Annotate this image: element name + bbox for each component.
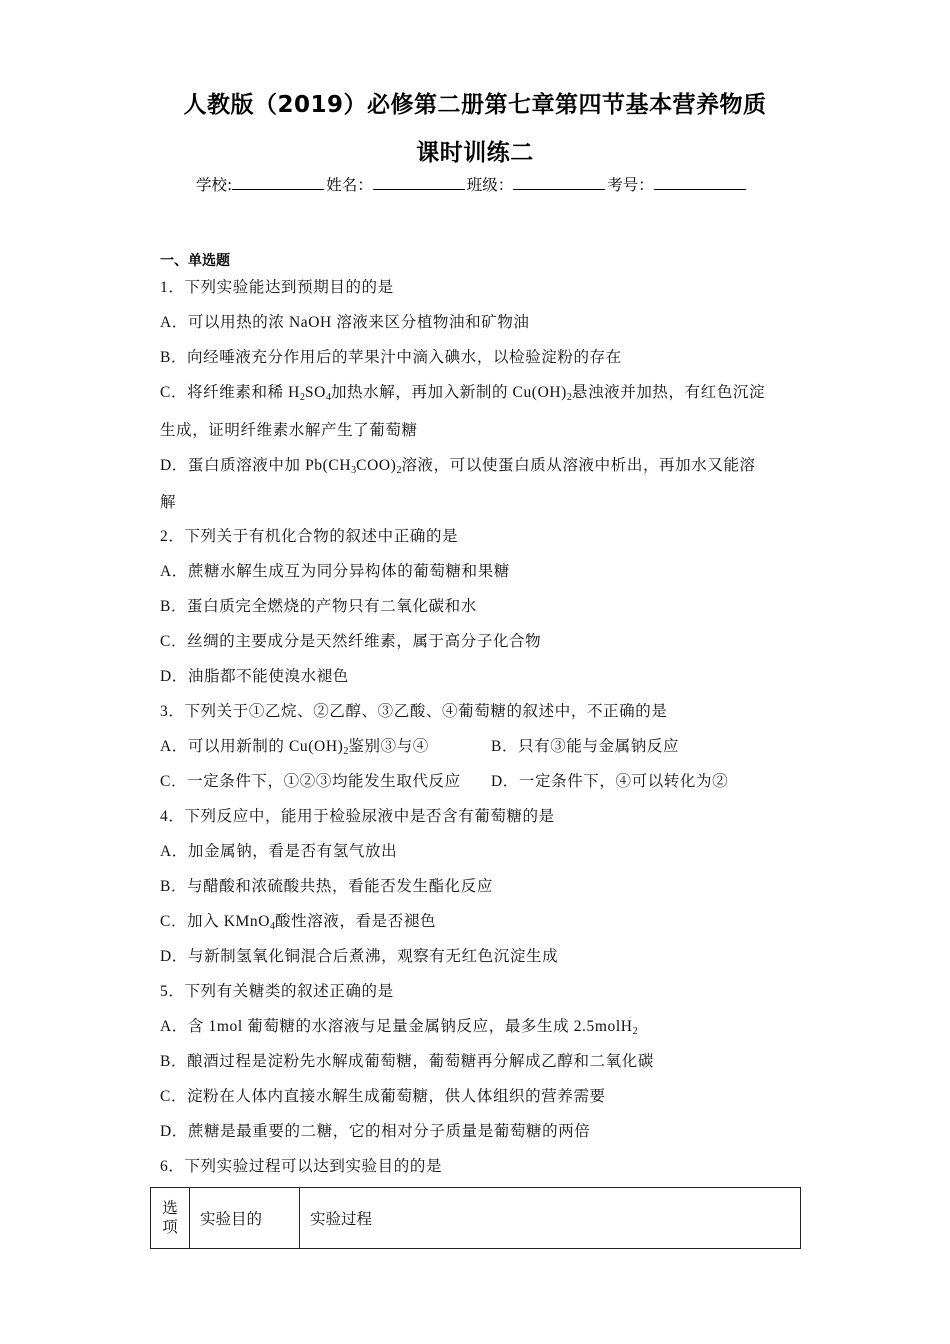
question-5-stem [160, 979, 394, 1001]
option-text: SO [304, 384, 326, 401]
option-text: 含 1mol 葡萄糖的水溶液与足量金属钠反应，最多生成 2.5molH [187, 1018, 633, 1035]
option-text: 酿酒过程是淀粉先水解成葡萄糖，葡萄糖再分解成乙醇和二氧化碳 [187, 1053, 654, 1070]
option-text: 溶液，可以使蛋白质从溶液中析出，再加水又能溶 [401, 457, 756, 474]
question-number: 3． [160, 703, 185, 720]
subscript: 3 [351, 465, 357, 476]
option-prefix: A． [160, 1018, 188, 1035]
q5-option-a [160, 1014, 638, 1036]
header-option [151, 1188, 190, 1249]
document-title: 人教版（2019）必修第二册第七章第四节基本营养物质 [183, 92, 767, 118]
q5-option-b [160, 1049, 654, 1071]
option-text: 加金属钠，看是否有氢气放出 [187, 843, 398, 860]
option-text: 蔗糖是最重要的二糖，它的相对分子质量是葡萄糖的两倍 [187, 1123, 591, 1140]
class-blank[interactable] [513, 175, 605, 190]
subscript: 2 [632, 1026, 638, 1037]
subscript: 2 [396, 465, 402, 476]
q1-option-b [160, 345, 622, 367]
question-number: 1． [160, 279, 185, 296]
option-prefix: B． [160, 878, 188, 895]
question-number: 2． [160, 528, 185, 545]
option-prefix: D． [160, 457, 188, 474]
option-prefix: C． [160, 913, 188, 930]
class-label: 班级： [466, 176, 514, 194]
q2-option-c [160, 629, 541, 651]
option-prefix: A． [160, 314, 188, 331]
header-purpose: 实验目的 [190, 1188, 300, 1249]
option-prefix: D． [160, 948, 188, 965]
option-prefix: D． [160, 1123, 188, 1140]
option-text: 蛋白质完全燃烧的产物只有二氧化碳和水 [187, 598, 477, 615]
option-text: 加热水解，再加入新制的 Cu(OH) [330, 384, 567, 401]
subscript: 2 [343, 746, 349, 757]
section-heading: 一、单选题 [160, 253, 230, 269]
question-number: 6． [160, 1158, 185, 1175]
option-text: 丝绸的主要成分是天然纤维素，属于高分子化合物 [187, 633, 542, 650]
subscript: 4 [270, 921, 276, 932]
option-prefix: B． [160, 598, 188, 615]
question-text: 下列关于①乙烷、②乙醇、③乙酸、④葡萄糖的叙述中，不正确的是 [184, 703, 668, 720]
option-text: COO) [356, 457, 397, 474]
option-prefix: A． [160, 563, 188, 580]
option-text: 蛋白质溶液中加 Pb(CH [187, 457, 352, 474]
table-header-row [151, 1188, 801, 1249]
exam-number-label: 考号： [607, 176, 654, 194]
option-text: 只有③能与金属钠反应 [518, 738, 680, 755]
question-3-stem [160, 699, 667, 721]
option-text: 鉴别③与④ [348, 738, 429, 755]
q1-option-a [160, 310, 530, 332]
option-prefix: B． [160, 1053, 188, 1070]
q2-option-a [160, 559, 510, 581]
option-text: 油脂都不能使溴水褪色 [187, 668, 349, 685]
q3-option-d [491, 769, 728, 791]
q3-option-a [160, 734, 429, 756]
q5-option-d [160, 1119, 590, 1141]
subscript: 2 [566, 392, 572, 403]
q4-option-d [160, 944, 558, 966]
option-prefix: D． [160, 668, 188, 685]
question-text: 下列有关糖类的叙述正确的是 [184, 983, 394, 1000]
option-prefix: C． [160, 384, 188, 401]
option-text: 加入 KMnO [187, 913, 271, 930]
q3-option-b [491, 734, 679, 756]
student-info-line [196, 173, 748, 195]
question-4-stem [160, 804, 555, 826]
question-text: 下列实验能达到预期目的的是 [184, 279, 394, 296]
question-text: 下列实验过程可以达到实验目的的是 [184, 1158, 443, 1175]
option-text: 与醋酸和浓硫酸共热，看能否发生酯化反应 [187, 878, 493, 895]
q5-option-c [160, 1084, 606, 1106]
question-2-stem [160, 524, 458, 546]
option-prefix: D． [491, 773, 519, 790]
question-number: 4． [160, 808, 185, 825]
subscript: 4 [325, 392, 331, 403]
q2-option-b [160, 594, 477, 616]
q1-option-c-continued: 生成，证明纤维素水解产生了葡萄糖 [160, 422, 418, 439]
option-text: 一定条件下，④可以转化为② [518, 773, 729, 790]
q1-option-d [160, 453, 756, 475]
option-prefix: B． [160, 349, 188, 366]
q1-option-c [160, 380, 765, 402]
q4-option-b [160, 874, 493, 896]
option-text: 悬浊液并加热，有红色沉淀 [571, 384, 766, 401]
question-1-stem [160, 275, 394, 297]
option-prefix: C． [160, 1088, 188, 1105]
option-prefix: C． [160, 773, 188, 790]
name-blank[interactable] [373, 175, 465, 190]
option-prefix: C． [160, 633, 188, 650]
question-6-stem [160, 1154, 442, 1176]
subscript: 2 [299, 392, 305, 403]
option-text: 淀粉在人体内直接水解生成葡萄糖，供人体组织的营养需要 [187, 1088, 606, 1105]
option-text: 与新制氢氧化铜混合后煮沸，观察有无红色沉淀生成 [187, 948, 559, 965]
exam-number-blank[interactable] [654, 175, 746, 190]
option-text: 将纤维素和稀 H [187, 384, 300, 401]
experiment-table [150, 1187, 801, 1249]
option-text: 可以用新制的 Cu(OH) [187, 738, 344, 755]
document-subtitle: 课时训练二 [416, 140, 534, 166]
option-prefix: B． [491, 738, 519, 755]
option-text: 向经唾液充分作用后的苹果汁中滴入碘水，以检验淀粉的存在 [187, 349, 622, 366]
school-blank[interactable] [232, 175, 324, 190]
header-option-line1: 选 [162, 1200, 178, 1217]
header-process: 实验过程 [300, 1188, 801, 1249]
option-text: 可以用热的浓 NaOH 溶液来区分植物油和矿物油 [187, 314, 530, 331]
q4-option-a [160, 839, 397, 861]
question-number: 5． [160, 983, 185, 1000]
q3-option-c [160, 769, 461, 791]
option-prefix: A． [160, 738, 188, 755]
option-prefix: A． [160, 843, 188, 860]
q2-option-d [160, 664, 349, 686]
option-text: 酸性溶液，看是否褪色 [275, 913, 437, 930]
school-label: 学校: [196, 176, 233, 194]
option-text: 蔗糖水解生成互为同分异构体的葡萄糖和果糖 [187, 563, 510, 580]
header-option-line2: 项 [162, 1219, 178, 1236]
option-text: 一定条件下，①②③均能发生取代反应 [187, 773, 461, 790]
question-text: 下列关于有机化合物的叙述中正确的是 [184, 528, 459, 545]
question-text: 下列反应中，能用于检验尿液中是否含有葡萄糖的是 [184, 808, 555, 825]
q1-option-d-continued: 解 [160, 494, 177, 511]
name-label: 姓名： [326, 176, 373, 194]
q4-option-c [160, 909, 436, 931]
